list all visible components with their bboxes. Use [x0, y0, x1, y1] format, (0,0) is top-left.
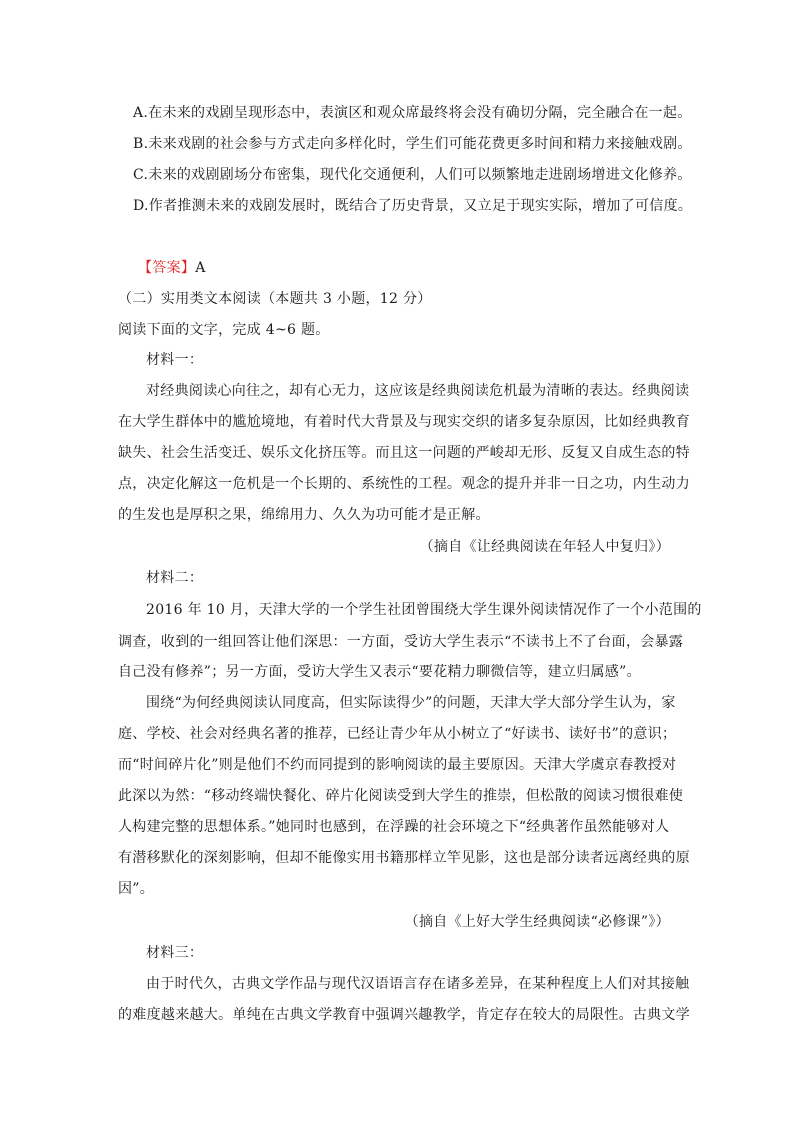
material1-label: 材料一：: [146, 352, 204, 368]
material3-label: 材料三：: [146, 945, 204, 961]
option-a: A.在未来的戏剧呈现形态中，表演区和观众席最终将会没有确切分隔，完全融合在一起。: [133, 105, 692, 121]
material1-line: 的生发也是厚积之果，绵绵用力、久久为功可能才是正解。: [118, 507, 490, 523]
option-c: C.未来的戏剧剧场分布密集，现代化交通便利，人们可以频繁地走进剧场增进文化修养。: [133, 167, 692, 183]
material1-line: 缺失、社会生活变迁、娱乐文化挤压等。而且这一问题的严峻却无形、反复又自成生态的特: [118, 445, 690, 461]
material2-p2-line: 有潜移默化的深刻影响，但却不能像实用书籍那样立竿见影，这也是部分读者远离经典的原: [118, 850, 690, 866]
answer-tag: 【答案】: [138, 260, 196, 276]
material1-line: 对经典阅读心向往之，却有心无力，这应该是经典阅读危机最为清晰的表达。经典阅读: [146, 383, 690, 399]
material2-p2-line: 人构建完整的思想体系。”她同时也感到，在浮躁的社会环境之下“经典著作虽然能够对人: [118, 819, 670, 835]
material2-source: （摘自《上好大学生经典阅读“必修课”》）: [404, 914, 670, 930]
material2-p2-line: 因”。: [118, 881, 155, 897]
material2-label: 材料二：: [146, 570, 204, 586]
answer-value: A: [195, 260, 206, 276]
material2-p2-line: 围绕“为何经典阅读认同度高，但实际读得少”的问题，天津大学大部分学生认为，家: [146, 695, 676, 711]
material1-source: （摘自《让经典阅读在年轻人中复归》）: [419, 539, 670, 555]
answer-line: [138, 258, 206, 278]
material2-p2-line: 庭、学校、社会对经典名著的推荐，已经让青少年从小树立了“好读书、读好书”的意识；: [118, 726, 677, 742]
section-title: （二）实用类文本阅读（本题共 3 小题，12 分）: [118, 291, 432, 307]
material1-line: 在大学生群体中的尴尬境地，有着时代大背景及与现实交织的诸多复杂原因，比如经典教育: [118, 414, 690, 430]
material2-p2-line: 此深以为然：“移动终端快餐化、碎片化阅读受到大学生的推崇，但松散的阅读习惯很难使: [118, 788, 684, 804]
material3-line: 由于时代久，古典文学作品与现代汉语语言存在诸多差异，在某种程度上人们对其接触: [146, 976, 690, 992]
instruction: 阅读下面的文字，完成 4~6 题。: [118, 322, 330, 338]
material2-p1-line: 自己没有修养”；另一方面，受访大学生又表示“要花精力聊微信等，建立归属感”。: [118, 664, 641, 680]
material1-line: 点，决定化解这一危机是一个长期的、系统性的工程。观念的提升并非一日之功，内生动力: [118, 476, 690, 492]
material2-p2-line: 而“时间碎片化”则是他们不约而同提到的影响阅读的最主要原因。天津大学虞京春教授对: [118, 757, 677, 773]
material3-line: 的难度越来越大。单纯在古典文学教育中强调兴趣教学，肯定存在较大的局限性。古典文学: [118, 1007, 690, 1023]
option-d: D.作者推测未来的戏剧发展时，既结合了历史背景，又立足于现实实际，增加了可信度。: [133, 198, 693, 214]
material2-p1-line: 2016 年 10 月，天津大学的一个学生社团曾围绕大学生课外阅读情况作了一个小范围的: [146, 602, 702, 618]
material2-p1-line: 调查，收到的一组回答让他们深思：一方面，受访大学生表示“不读书上不了台面，会暴露: [118, 634, 684, 650]
option-b: B.未来戏剧的社会参与方式走向多样化时，学生们可能花费更多时间和精力来接触戏剧。: [133, 136, 692, 152]
